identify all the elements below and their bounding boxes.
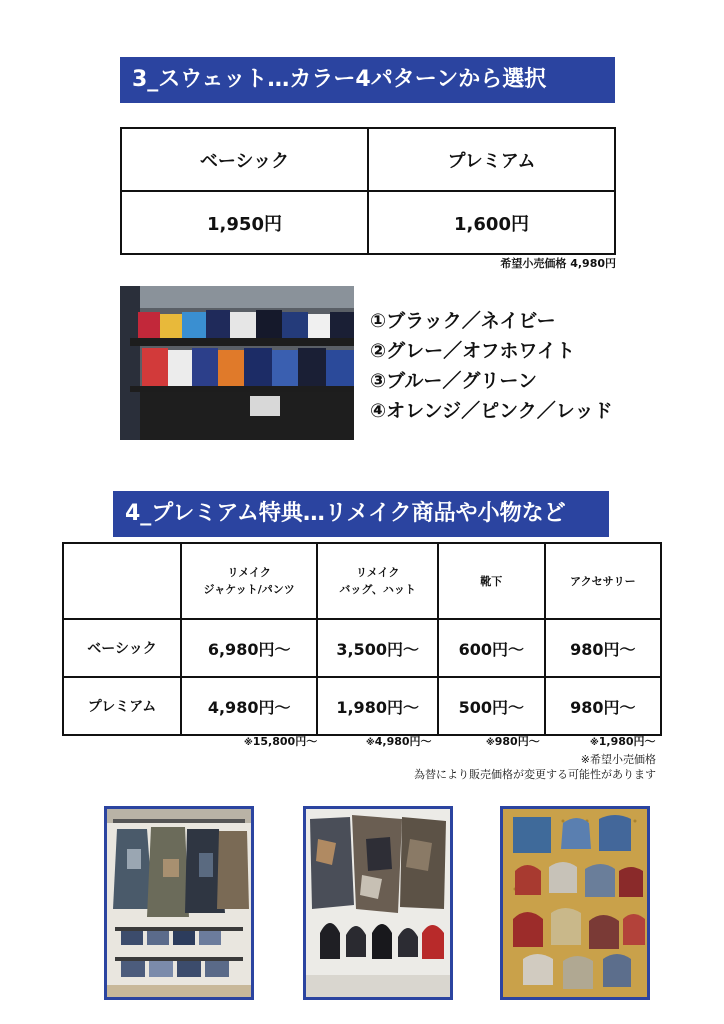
sweat-retail-note: 希望小売価格 4,980円 bbox=[500, 257, 616, 270]
col-socks: 靴下 bbox=[438, 543, 545, 619]
retail-price-accessory bbox=[590, 733, 656, 749]
note-mark: ※ bbox=[366, 738, 375, 748]
section-3-title: 3_スウェット…カラー4パターンから選択 bbox=[120, 57, 615, 103]
basic-remake-jacket-price: 6,980円〜 bbox=[181, 619, 317, 677]
basic-remake-bag-price: 3,500円〜 bbox=[317, 619, 438, 677]
note-mark: ※ bbox=[486, 738, 495, 748]
color-option-2: ②グレー／オフホワイト bbox=[370, 340, 575, 362]
color-option-1: ①ブラック／ネイビー bbox=[370, 310, 556, 332]
col-remake-bag-line1: リメイク bbox=[355, 566, 400, 579]
row-basic-label: ベーシック bbox=[63, 619, 181, 677]
note-mark: ※ bbox=[590, 738, 599, 748]
retail-price-jacket bbox=[244, 733, 317, 749]
remake-jackets-photo bbox=[104, 806, 254, 1000]
premium-benefit-table bbox=[62, 542, 662, 736]
retail-price-bag bbox=[366, 733, 432, 749]
basic-socks-price: 600円〜 bbox=[438, 619, 545, 677]
col-remake-jacket bbox=[181, 543, 317, 619]
premium-price: 1,600円 bbox=[368, 191, 615, 254]
color-pattern-list bbox=[370, 306, 613, 426]
premium-accessory-price: 980円〜 bbox=[545, 677, 661, 735]
premium-header: プレミアム bbox=[368, 128, 615, 191]
basic-accessory-price: 980円〜 bbox=[545, 619, 661, 677]
retail-price-accessory-value: 1,980円〜 bbox=[598, 735, 656, 748]
col-remake-bag bbox=[317, 543, 438, 619]
premium-remake-jacket-price: 4,980円〜 bbox=[181, 677, 317, 735]
sweat-price-table bbox=[120, 127, 616, 255]
accessories-photo bbox=[500, 806, 650, 1000]
col-accessory: アクセサリー bbox=[545, 543, 661, 619]
retail-price-bag-value: 4,980円〜 bbox=[374, 735, 432, 748]
premium-socks-price: 500円〜 bbox=[438, 677, 545, 735]
basic-header: ベーシック bbox=[121, 128, 368, 191]
retail-price-socks-value: 980円〜 bbox=[494, 735, 540, 748]
note-mark: ※ bbox=[244, 738, 253, 748]
sweatshirt-display-photo bbox=[120, 286, 354, 440]
col-remake-jacket-line1: リメイク bbox=[227, 566, 271, 579]
remake-bags-photo bbox=[303, 806, 453, 1000]
basic-price: 1,950円 bbox=[121, 191, 368, 254]
empty-corner-cell bbox=[63, 543, 181, 619]
col-remake-bag-line2: バッグ、ハット bbox=[339, 583, 416, 596]
col-remake-jacket-line2: ジャケット/パンツ bbox=[203, 583, 295, 596]
retail-price-socks bbox=[486, 733, 540, 749]
row-premium-label: プレミアム bbox=[63, 677, 181, 735]
color-option-4: ④オレンジ／ピンク／レッド bbox=[370, 400, 613, 422]
section-4-title: 4_プレミアム特典…リメイク商品や小物など bbox=[113, 491, 609, 537]
retail-price-jacket-value: 15,800円〜 bbox=[252, 735, 318, 748]
premium-remake-bag-price: 1,980円〜 bbox=[317, 677, 438, 735]
retail-price-footnote: ※希望小売価格 bbox=[580, 753, 656, 766]
color-option-3: ③ブルー／グリーン bbox=[370, 370, 537, 392]
exchange-rate-footnote: 為替により販売価格が変更する可能性があります bbox=[414, 768, 656, 781]
